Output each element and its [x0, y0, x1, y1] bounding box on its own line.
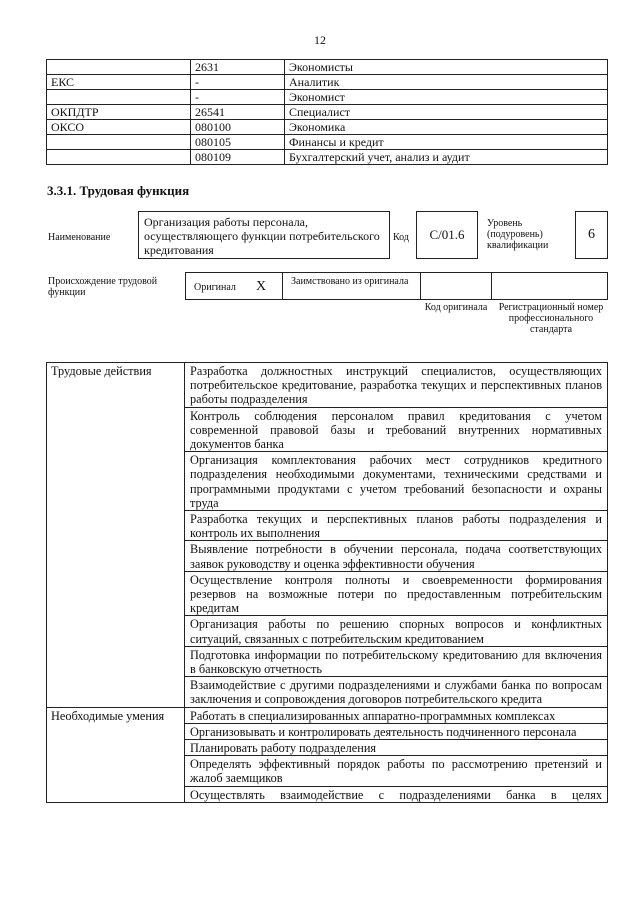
table-cell — [47, 135, 191, 150]
table-row — [47, 75, 608, 90]
skill-item: Осуществлять взаимодействие с подразделениями банка в целях — [185, 786, 608, 802]
skill-item: Планировать работу подразделения — [185, 740, 608, 756]
original-box — [185, 272, 283, 300]
borrowed-label: Заимствовано из оригинала — [291, 276, 409, 287]
table-cell — [47, 90, 191, 105]
skills-label: Необходимые умения — [47, 707, 185, 802]
function-name: Организация работы персонала, осуществляющего функции потребительского кредитования — [144, 215, 380, 257]
table-row — [47, 105, 608, 120]
page-number: 12 — [314, 33, 326, 47]
labor-action-item: Разработка должностных инструкций специалистов, осуществляющих потребительское кредитование, разработка текущих и перспективных планов работы подразделения — [185, 363, 608, 408]
labor-action-item: Разработка текущих и перспективных планов работы подразделения и контроль их выполнения — [185, 511, 608, 541]
table-cell: ОКСО — [47, 120, 191, 135]
borrowed-box — [282, 272, 421, 300]
table-row — [47, 363, 608, 408]
code-label: Код — [393, 232, 409, 243]
table-row — [47, 120, 608, 135]
labor-action-item: Взаимодействие с другими подразделениями и службами банка по вопросам заключения и сопровождения договоров потребительского кредита — [185, 677, 608, 707]
labor-action-item: Контроль соблюдения персоналом правил кредитования с учетом современной правовой базы и требований внутренних нормативных документов банка — [185, 407, 608, 452]
skill-item: Организовывать и контролировать деятельность подчиненного персонала — [185, 723, 608, 739]
labor-action-item: Организация работы по решению спорных вопросов и конфликтных ситуаций, связанных с потребительским кредитованием — [185, 616, 608, 646]
table-row — [47, 135, 608, 150]
labor-action-item: Выявление потребности в обучении персонала, подача соответствующих заявок руководству и оценка эффективности обучения — [185, 541, 608, 571]
table-cell: Экономика — [285, 120, 608, 135]
labor-action-item: Осуществление контроля полноты и своевременности формирования резервов на возможные потери по предоставленным потребительским кредитам — [185, 571, 608, 616]
table-cell: ЕКС — [47, 75, 191, 90]
table-cell: Экономист — [285, 90, 608, 105]
table-cell: 26541 — [191, 105, 285, 120]
table-cell: 080100 — [191, 120, 285, 135]
table-cell: - — [191, 75, 285, 90]
table-cell: - — [191, 90, 285, 105]
function-code: С/01.6 — [429, 227, 465, 242]
level-box — [575, 211, 608, 259]
skill-item: Работать в специализированных аппаратно-программных комплексах — [185, 707, 608, 723]
table-row — [47, 707, 608, 723]
table-cell: 080105 — [191, 135, 285, 150]
skill-item: Определять эффективный порядок работы по рассмотрению претензий и жалоб заемщиков — [185, 756, 608, 786]
table-row — [47, 150, 608, 165]
labor-action-item: Организация комплектования рабочих мест сотрудников кредитного подразделения необходимыми документами, техническими средствами и программными продуктами с учетом требований безопасности и охраны труда — [185, 452, 608, 511]
code-original-box — [420, 272, 492, 300]
original-label: Оригинал — [194, 282, 236, 293]
labor-actions-label: Трудовые действия — [47, 363, 185, 708]
name-label: Наименование — [48, 232, 111, 243]
codes-table — [46, 59, 608, 165]
labor-function-table — [46, 362, 608, 803]
table-cell: ОКПДТР — [47, 105, 191, 120]
table-cell: Специалист — [285, 105, 608, 120]
table-cell: Бухгалтерский учет, анализ и аудит — [285, 150, 608, 165]
reg-number-caption: Регистрационный номер профессионального стандарта — [498, 302, 604, 335]
function-code-box — [416, 211, 478, 259]
table-cell: Экономисты — [285, 60, 608, 75]
table-cell — [47, 60, 191, 75]
code-original-caption: Код оригинала — [424, 302, 488, 313]
original-mark: X — [256, 279, 267, 294]
reg-number-box — [491, 272, 608, 300]
level-label: Уровень (подуровень) квалификации — [487, 218, 549, 251]
section-heading: 3.3.1. Трудовая функция — [47, 183, 190, 198]
table-cell: Финансы и кредит — [285, 135, 608, 150]
level-value: 6 — [588, 227, 595, 242]
table-cell: 080109 — [191, 150, 285, 165]
table-cell: Аналитик — [285, 75, 608, 90]
table-row — [47, 60, 608, 75]
function-name-box — [138, 211, 390, 259]
origin-label: Происхождение трудовой функции — [48, 276, 158, 298]
labor-action-item: Подготовка информации по потребительскому кредитованию для включения в банковскую отчетность — [185, 646, 608, 676]
table-cell — [47, 150, 191, 165]
table-row — [47, 90, 608, 105]
table-cell: 2631 — [191, 60, 285, 75]
